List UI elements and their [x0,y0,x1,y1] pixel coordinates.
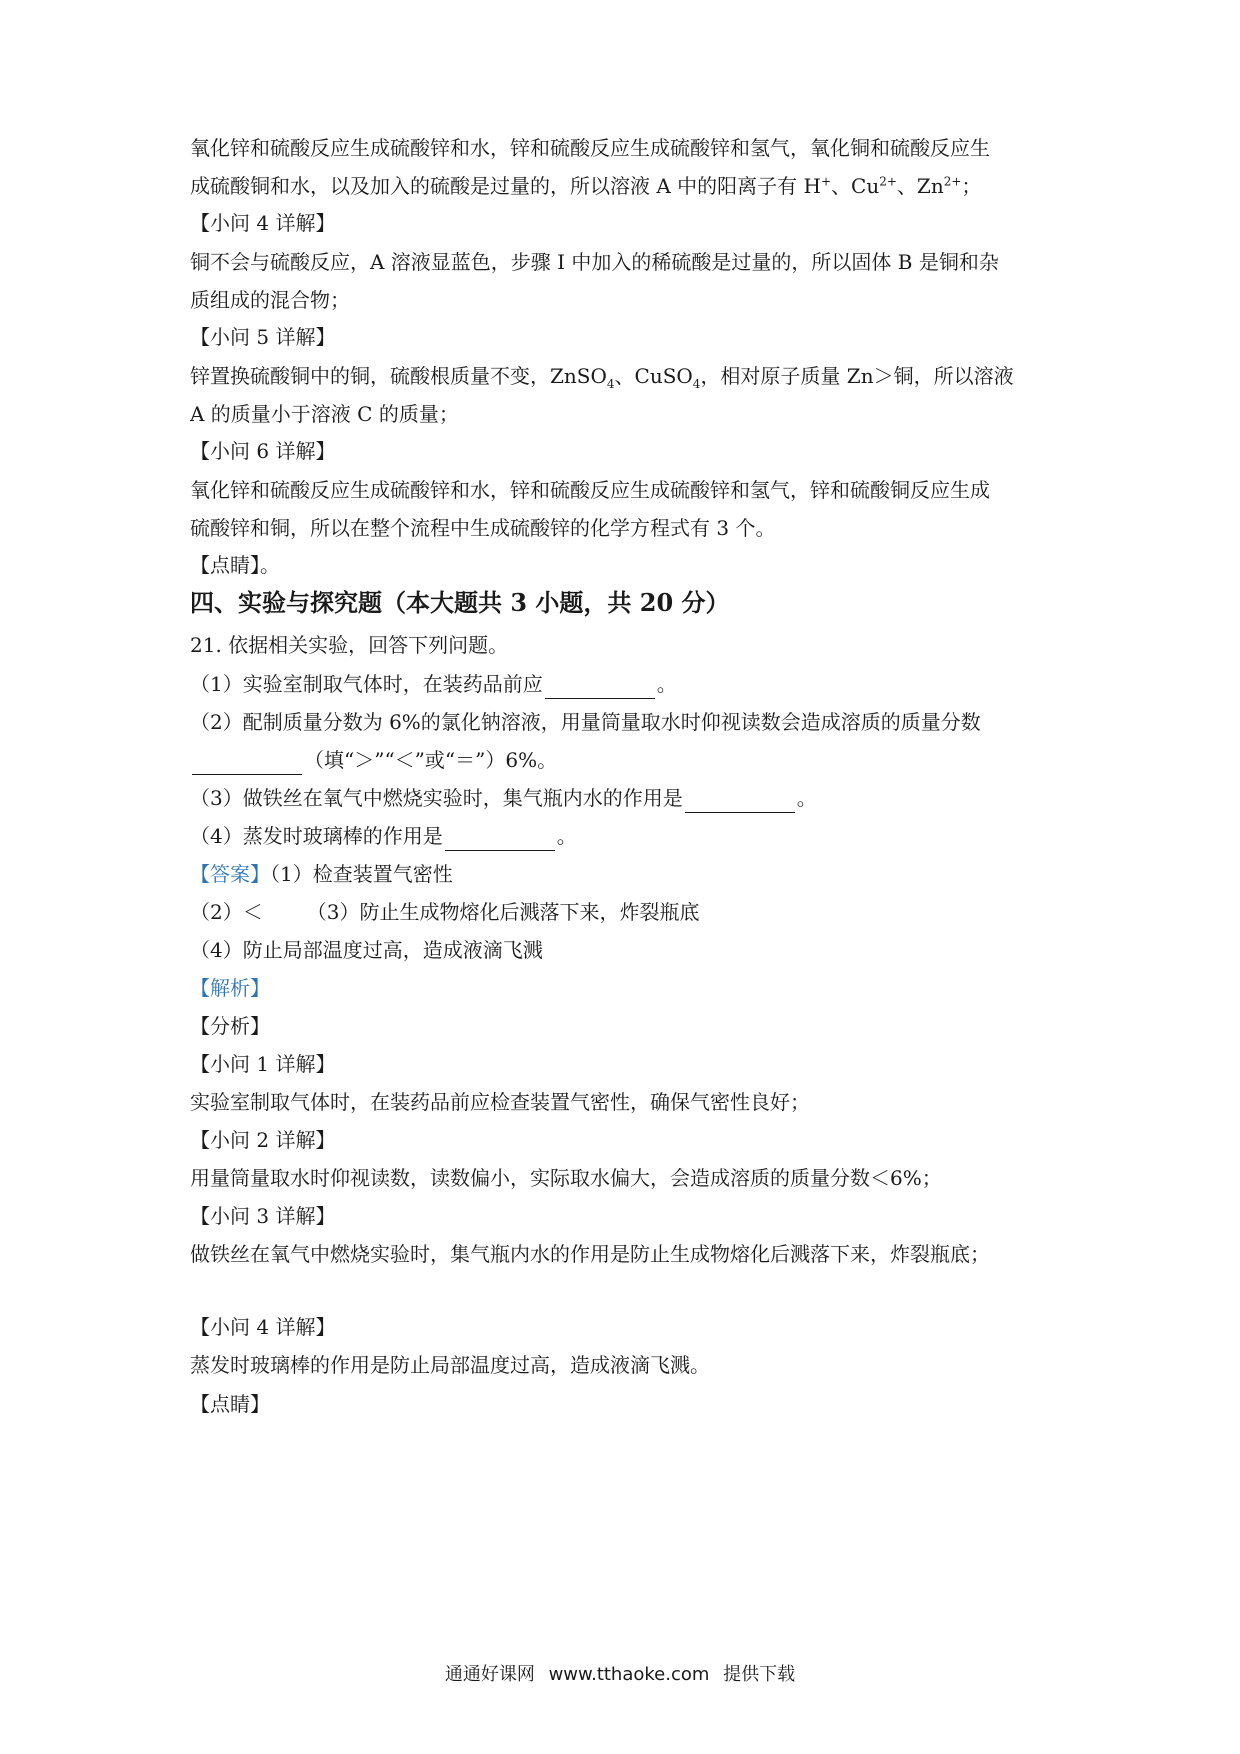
answer-line-3: （4）防止局部温度过高，造成液滴飞溅 [190,938,543,962]
text-line: 铜不会与硫酸反应，A 溶液显蓝色，步骤 I 中加入的稀硫酸是过量的，所以固体 B 是铜和杂 [190,250,999,274]
answer-blank [192,754,302,775]
subquestion-heading: 【小问 4 详解】 [190,211,336,235]
text-line-cations: 成硫酸铜和水，以及加入的硫酸是过量的，所以溶液 A 中的阳离子有 H+、$Cu^{2+}$、$Zn^{2+}$； [190,174,982,198]
subquestion-heading: 【小问 4 详解】 [190,1315,336,1339]
text-line: 用量筒量取水时仰视读数，读数偏小，实际取水偏大，会造成溶质的质量分数＜6%； [190,1166,942,1190]
question-part-1: （1）实验室制取气体时，在装药品前应 。 [190,669,1070,699]
text-line-formula: 锌置换硫酸铜中的铜，硫酸根质量不变，ZnSO$_4$、CuSO$_4$，相对原子质量 Zn＞铜，所以溶液 [190,364,1014,391]
subquestion-heading: 【小问 1 详解】 [190,1052,336,1076]
subquestion-heading: 【小问 3 详解】 [190,1204,336,1228]
question-part-2: （2）配制质量分数为 6%的氯化钠溶液，用量筒量取水时仰视读数会造成溶质的质量分数 [190,710,981,734]
answer-line-1: 【答案】（1）检查装置气密性 [190,862,453,886]
text-line: 硫酸锌和铜，所以在整个流程中生成硫酸锌的化学方程式有 3 个。 [190,516,776,540]
subquestion-heading: 【小问 6 详解】 [190,439,336,463]
text-line: 氧化锌和硫酸反应生成硫酸锌和水，锌和硫酸反应生成硫酸锌和氢气，锌和硫酸铜反应生成 [190,478,990,502]
question-stem: 21. 依据相关实验，回答下列问题。 [190,633,509,657]
subquestion-heading: 【小问 5 详解】 [190,325,336,349]
subquestion-heading: 【小问 2 详解】 [190,1128,336,1152]
question-part-2-cont: （填“＞”“＜”或“＝”）6%。 [190,745,1070,775]
note-heading: 【点睛】 [190,1392,270,1416]
answer-label: 【答案】 [190,862,270,886]
section-heading: 四、实验与探究题（本大题共 3 小题，共 20 分） [190,588,730,617]
answer-blank [445,830,555,851]
analysis-label: 【解析】 [190,976,270,1000]
footer-url: www.tthaoke.com [548,1664,710,1685]
text-line: 蒸发时玻璃棒的作用是防止局部温度过高，造成液滴飞溅。 [190,1353,710,1377]
text-line: 实验室制取气体时，在装药品前应检查装置气密性，确保气密性良好； [190,1090,810,1114]
footer-tail: 提供下载 [723,1664,796,1685]
question-part-4: （4）蒸发时玻璃棒的作用是 。 [190,821,1070,851]
text-line: 质组成的混合物； [190,288,350,312]
answer-blank [685,792,795,813]
answer-line-2: （2）＜ （3）防止生成物熔化后溅落下来，炸裂瓶底 [190,900,700,924]
text-line: 做铁丝在氧气中燃烧实验时，集气瓶内水的作用是防止生成物熔化后溅落下来，炸裂瓶底； [190,1242,990,1266]
footer-site: 通通好课网 [444,1664,535,1685]
answer-blank [545,678,655,699]
text-line: 氧化锌和硫酸反应生成硫酸锌和水，锌和硫酸反应生成硫酸锌和氢气，氧化铜和硫酸反应生 [190,136,990,160]
question-part-3: （3）做铁丝在氧气中燃烧实验时，集气瓶内水的作用是 。 [190,783,1070,813]
page-footer [0,1662,1240,1688]
subheading: 【分析】 [190,1014,270,1038]
text-line: A 的质量小于溶液 C 的质量； [190,402,459,426]
note-heading: 【点睛】。 [190,553,280,577]
